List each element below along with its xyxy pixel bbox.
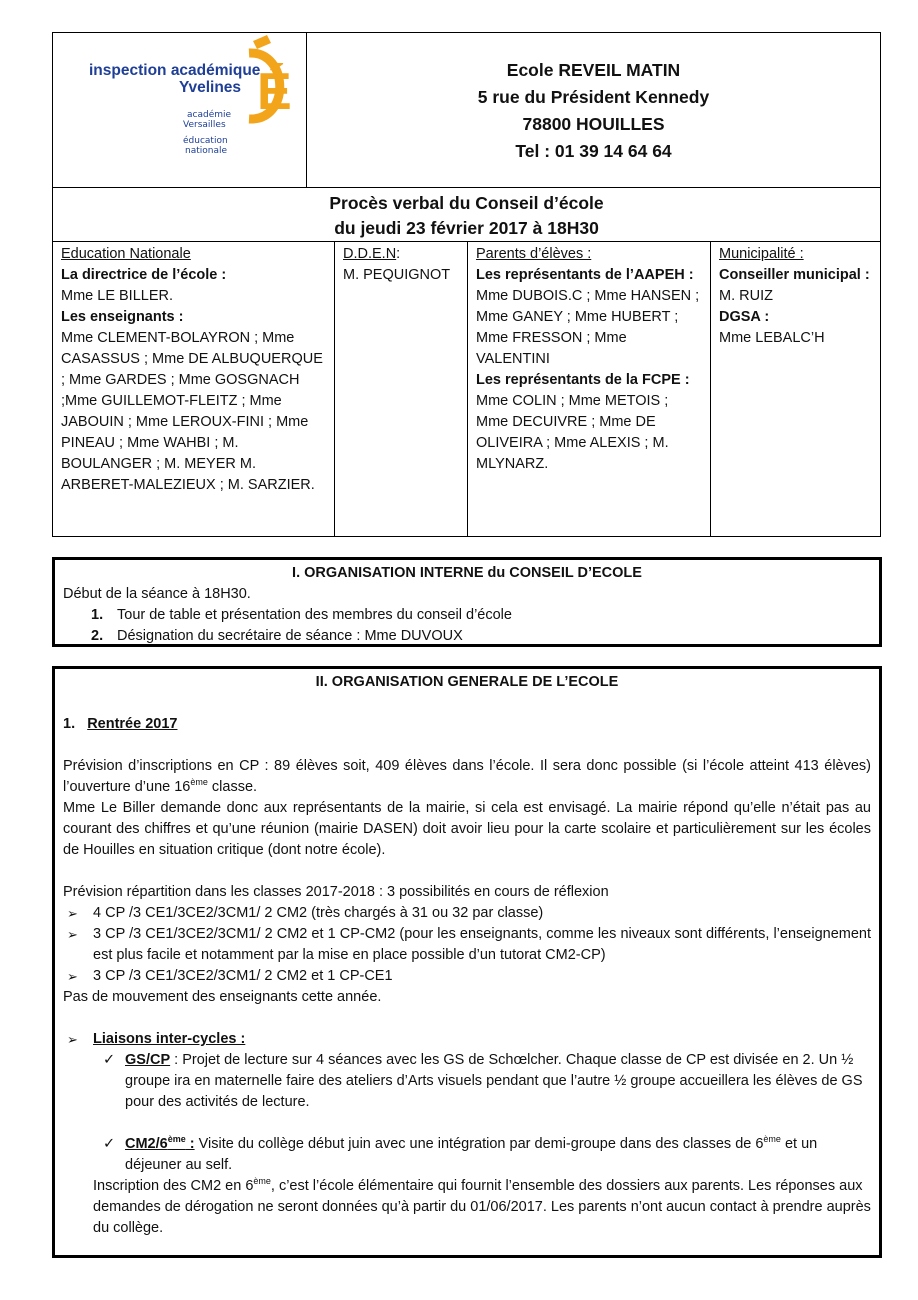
list-item [63,924,871,966]
directrice-label: La directrice de l’école : [61,267,227,283]
logo-line2: Yvelines [179,79,242,96]
conseiller-name: M. RUIZ [719,288,773,304]
enseignants-label: Les enseignants : [61,309,184,325]
paragraph-repartition: Prévision répartition dans les classes 2017-2018 : 3 possibilités en cours de réflexion [63,884,609,900]
conseiller-label: Conseiller municipal : [719,267,870,283]
title-line1: Procès verbal du Conseil d’école [329,193,604,213]
list-item [63,1134,871,1176]
cm2-text: Visite du collège début juin avec une intégration par demi-groupe dans des classes de 6 [194,1136,764,1152]
parents-header: Parents d’élèves : [476,246,592,262]
school-address-cell [307,33,880,187]
arrow-bullet-icon: ➢ [67,906,78,921]
gscp-label: GS/CP [125,1052,171,1068]
option-text: 4 CP /3 CE1/3CE2/3CM1/ 2 CM2 (très chargés à 31 ou 32 par classe) [93,905,544,921]
checkmark-icon: ✓ [103,1052,116,1068]
list-item [63,605,871,626]
list-item [63,966,871,987]
section1-title: I. ORGANISATION INTERNE du CONSEIL D’ECOLE [292,565,642,581]
school-city: 78800 HOUILLES [522,114,665,134]
inscriptions-text: Prévision d’inscriptions en CP : 89 élèves soit, 409 élèves dans l’école. Il sera donc possible (si l’école atteint 413 élèves) l’ouverture d’une 16 [63,758,871,795]
enseignants-list: Mme CLEMENT-BOLAYRON ; Mme CASASSUS ; Mme DE ALBUQUERQUE ; Mme GARDES ; Mme GOSGNACH ;Mme GUILLEMOT-FLEITZ ; Mme JABOUIN ; Mme LEROUX-FINI ; Mme PINEAU ; Mme WAHBI ; M. BOULANGER ; M. MEYER M. ARBERET-MALEZIEUX ; M. SARZIER. [61,330,323,493]
checkmark-icon: ✓ [103,1136,116,1152]
list-item-text: Désignation du secrétaire de séance : Mme DUVOUX [117,628,463,644]
column-parents [468,242,711,536]
logo-line6: nationale [185,146,228,156]
paragraph-mouvement: Pas de mouvement des enseignants cette année. [63,989,382,1005]
section2-title: II. ORGANISATION GENERALE DE L’ECOLE [315,674,619,690]
list-item-text: Tour de table et présentation des membres du conseil d’école [117,607,512,623]
section-organisation-interne [52,557,882,647]
subsection-number: 1. [63,716,76,732]
list-item [63,626,871,647]
dden-name: M. PEQUIGNOT [343,267,451,283]
logo-line5: éducation [183,136,228,146]
section-organisation-generale [52,666,882,1258]
inscription-text-end: , c’est l’école élémentaire qui fournit l’ensemble des dossiers aux parents. Les réponses aux demandes de dérogation ne seront données qu’à partir du 01/06/2017. Les parents n’ont aucun contact à prendre auprès du collège. [93,1178,871,1236]
dden-header-colon: : [396,246,401,262]
cm2-text-end: et un déjeuner au self. [125,1136,818,1173]
liaisons-title: Liaisons inter-cycles : [93,1031,246,1047]
paragraph-inscription-cm2 [63,1176,871,1239]
school-name: Ecole REVEIL MATIN [506,60,681,80]
superscript: ème [763,1134,781,1145]
logo-line1: inspection académique [89,62,261,79]
academie-logo [53,33,306,187]
logo-accent-mark [253,35,271,49]
section1-intro: Début de la séance à 18H30. [63,586,251,602]
list-item-number: 1. [91,607,104,623]
column-dden [335,242,468,536]
directrice-name: Mme LE BILLER. [61,288,174,304]
fcpe-list: Mme COLIN ; Mme METOIS ; Mme DECUIVRE ; Mme DE OLIVEIRA ; Mme ALEXIS ; M. MLYNARZ. [476,393,669,472]
school-tel: Tel : 01 39 14 64 64 [515,141,672,161]
document-title [53,187,880,242]
list-item [63,903,871,924]
column-municipalite [711,242,880,536]
dgsa-name: Mme LEBALC’H [719,330,825,346]
education-header: Education Nationale [61,246,191,262]
inscription-text: Inscription des CM2 en 6 [93,1178,254,1194]
paragraph-inscriptions [63,756,871,798]
title-line2: du jeudi 23 février 2017 à 18H30 [334,218,599,238]
liaisons-heading [63,1029,871,1050]
superscript: ème [253,1176,271,1187]
option-text: 3 CP /3 CE1/3CE2/3CM1/ 2 CM2 et 1 CP-CM2 (pour les enseignants, comme les niveaux sont différents, l’enseignement est plus facile et notamment par la mise en place possible d’un tutorat CM2-CP) [93,926,871,963]
gscp-text: : Projet de lecture sur 4 séances avec les GS de Schœlcher. Chaque classe de CP est divisée en 2. Un ½ groupe ira en maternelle faire des ateliers d’Arts visuels pendant que l’autre ½ groupe accueillera les élèves de GS pour des activités de lecture. [125,1052,863,1110]
superscript: ème [167,1134,186,1145]
inscriptions-text-end: classe. [207,779,258,795]
option-text: 3 CP /3 CE1/3CE2/3CM1/ 2 CM2 et 1 CP-CE1 [93,968,393,984]
arrow-bullet-icon: ➢ [67,969,78,984]
aapeh-label: Les représentants de l’AAPEH : [476,267,694,283]
dgsa-label: DGSA : [719,309,770,325]
logo-cell [53,33,307,187]
cm2-label: CM2/6ème : [125,1134,195,1152]
school-street: 5 rue du Président Kennedy [477,87,710,107]
subsection-heading [63,714,871,735]
logo-line4: Versailles [183,120,226,130]
subsection-title: Rentrée 2017 [87,716,178,732]
list-item [63,1050,871,1113]
superscript: ème [190,777,208,788]
aapeh-list: Mme DUBOIS.C ; Mme HANSEN ; Mme GANEY ; Mme HUBERT ; Mme FRESSON ; Mme VALENTINI [476,288,700,367]
column-education-nationale [53,242,335,536]
header-table [52,32,881,537]
arrow-bullet-icon: ➢ [67,927,78,942]
dden-header: D.D.E.N [343,246,397,262]
logo-letter: É [257,63,292,121]
paragraph-mairie: Mme Le Biller demande donc aux représentants de la mairie, si cela est envisagé. La mairie répond qu’elle n’était pas au courant des chiffres et qu’une réunion (mairie DASEN) doit avoir lieu pour la carte scolaire et particulièrement sur les écoles de Houilles en situation critique (dont notre école). [63,800,871,858]
arrow-bullet-icon: ➢ [67,1032,78,1047]
list-item-number: 2. [91,628,104,644]
municipalite-header: Municipalité : [719,246,804,262]
logo-line3: académie [187,110,232,120]
fcpe-label: Les représentants de la FCPE : [476,372,690,388]
